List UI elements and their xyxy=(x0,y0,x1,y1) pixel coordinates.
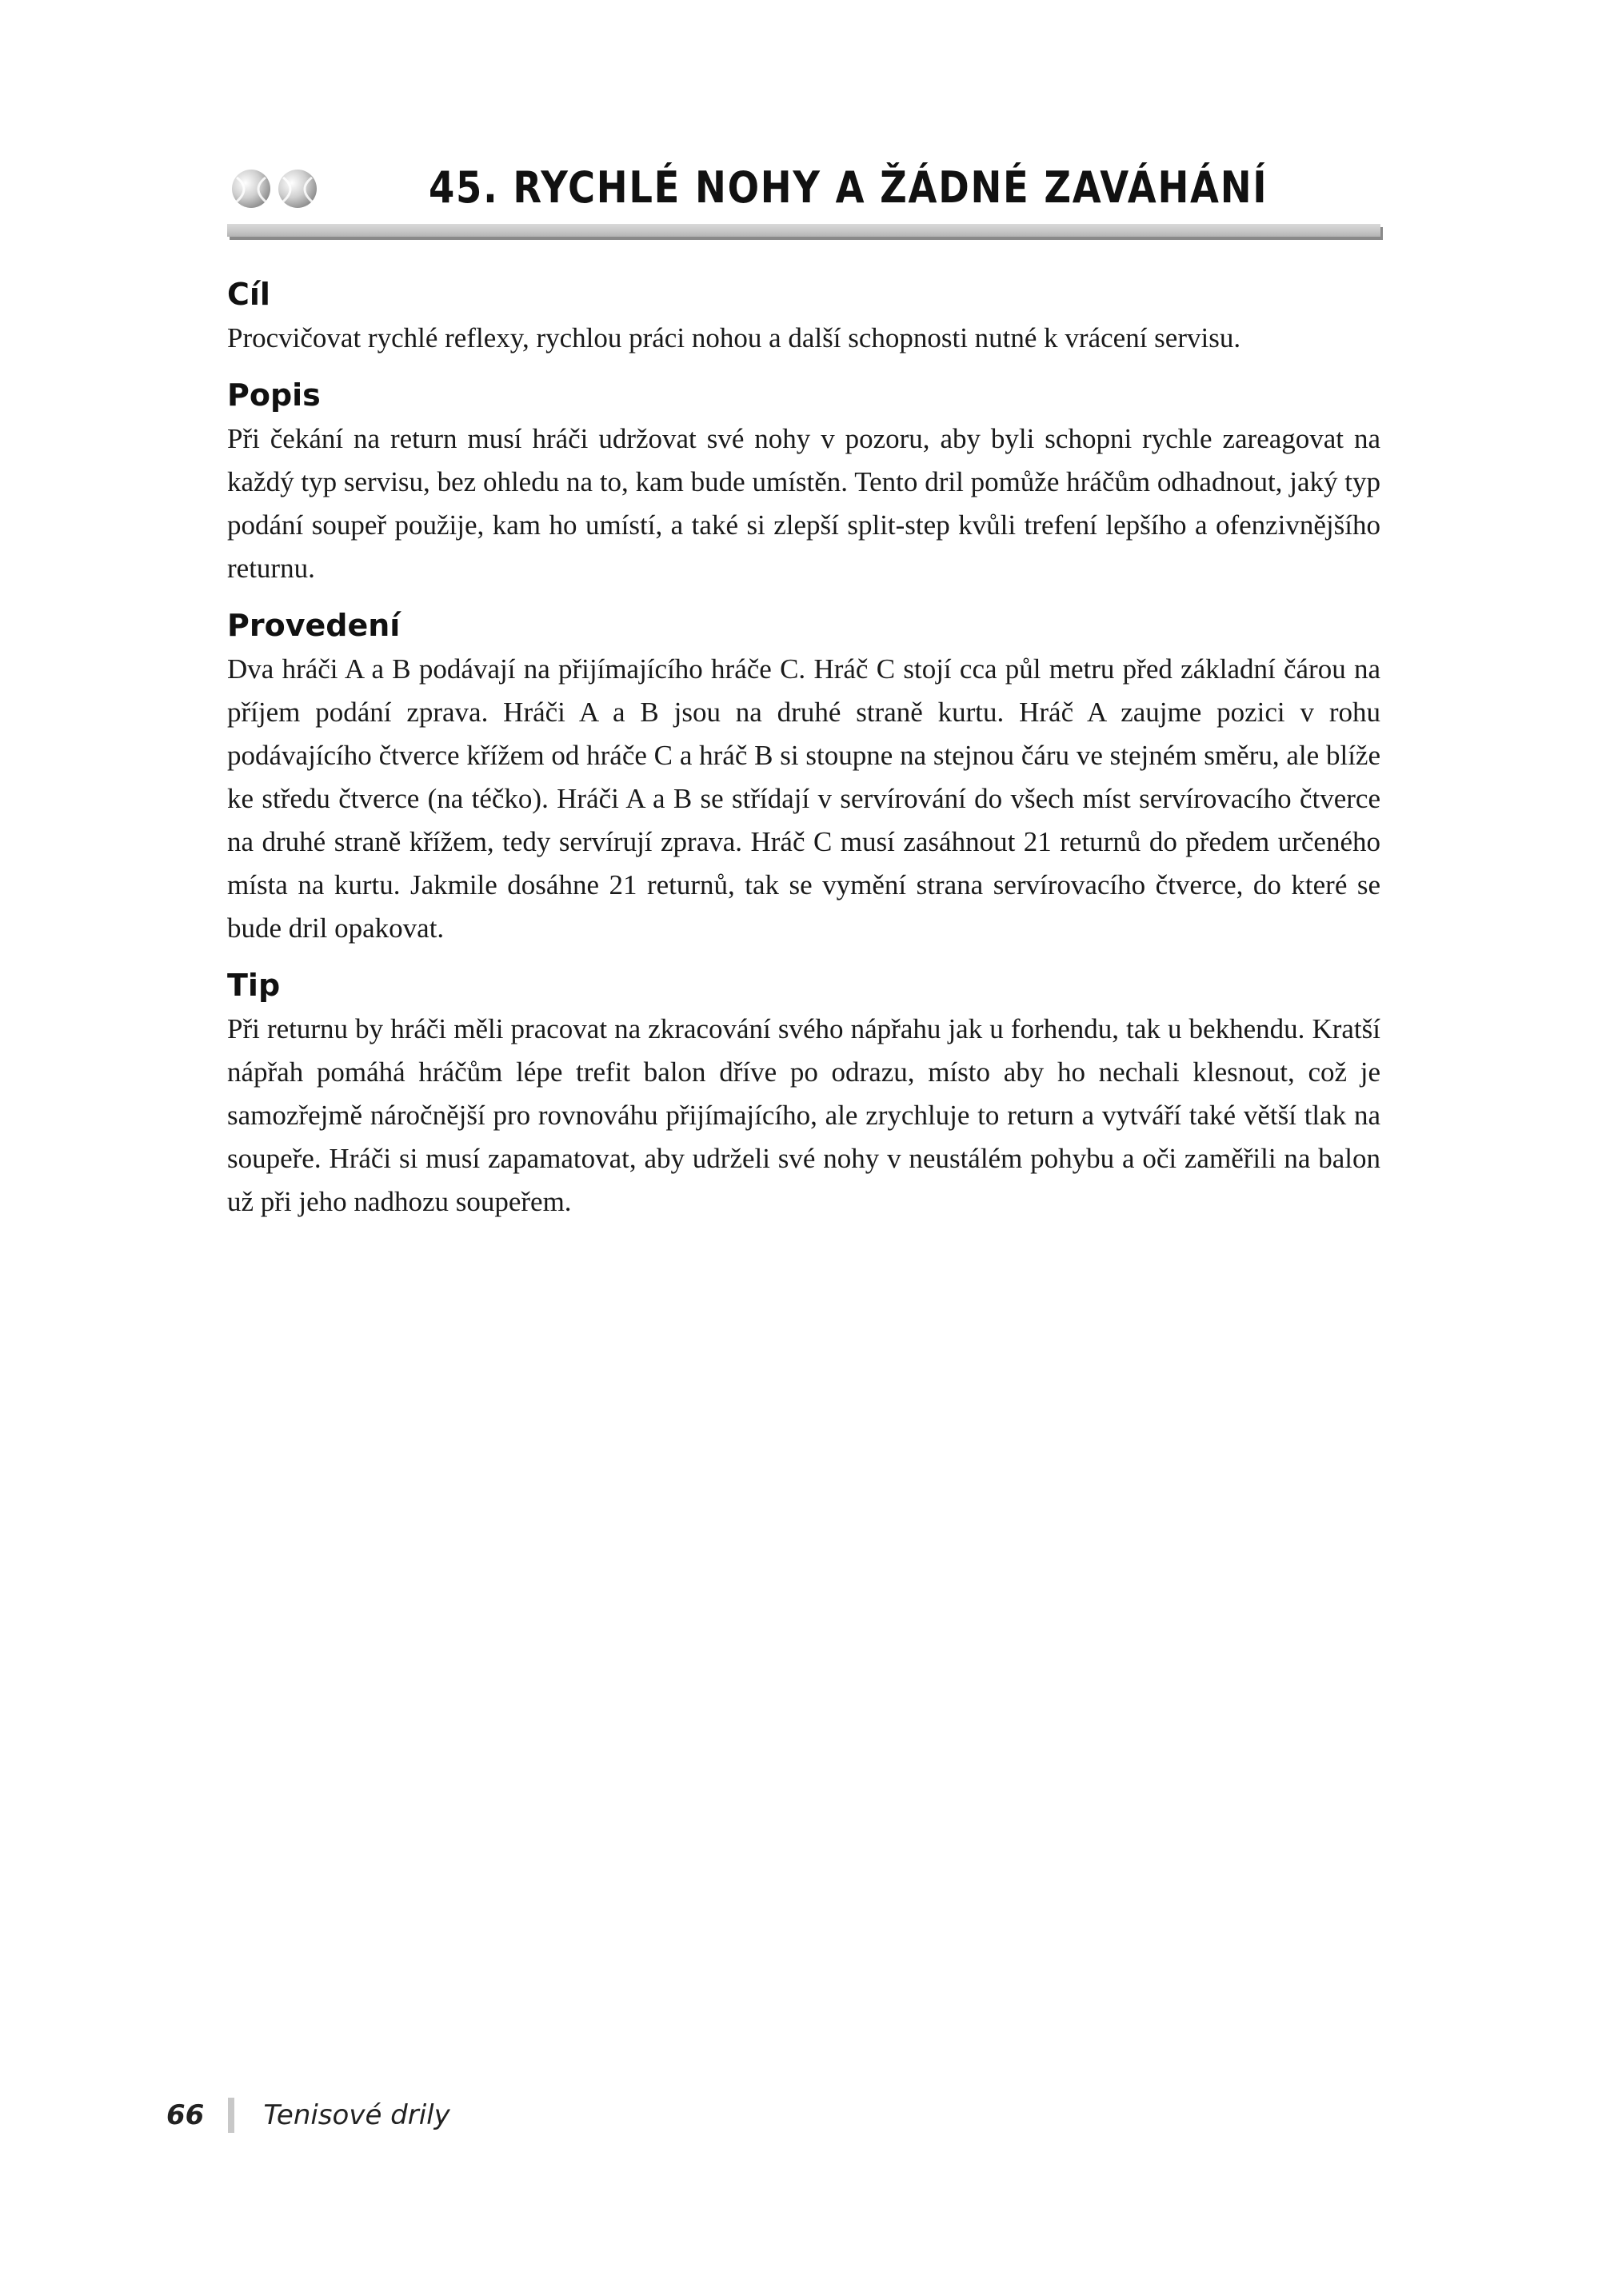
title-underline xyxy=(227,224,1380,237)
section-tip xyxy=(227,963,1380,1224)
section-heading: Cíl xyxy=(227,277,270,312)
chapter-header xyxy=(227,152,1380,248)
section-heading: Tip xyxy=(227,968,281,1003)
chapter-content xyxy=(227,272,1380,1236)
section-execution xyxy=(227,603,1380,950)
footer-divider xyxy=(228,2098,234,2133)
section-heading: Provedení xyxy=(227,608,401,643)
section-heading: Popis xyxy=(227,377,321,413)
page-footer xyxy=(166,2093,450,2138)
section-paragraph: Procvičovat rychlé reflexy, rychlou práci nohou a další schopnosti nutné k vrácení servisu. xyxy=(227,322,1241,353)
section-goal xyxy=(227,272,1380,360)
section-description xyxy=(227,373,1380,590)
section-paragraph: Při returnu by hráči měli pracovat na zkracování svého nápřahu jak u forhendu, tak u bekhendu. Kratší nápřah pomáhá hráčům lépe trefit balon dříve po odrazu, místo aby ho nechali klesnout, což je samozřejmě náročnější pro rovnováhu přijímajícího, ale zrychluje to return a vytváří také větší tlak na soupeře. Hráči si musí zapamatovat, aby udrželi své nohy v neustálém pohybu a oči zaměřili na balon už při jeho nadhozu soupeřem. xyxy=(227,1013,1380,1217)
chapter-title: 45. RYCHLÉ NOHY A ŽÁDNÉ ZAVÁHÁNÍ xyxy=(429,162,1268,213)
tennis-balls-icon xyxy=(227,166,323,211)
book-title: Tenisové drily xyxy=(263,2099,450,2131)
page-number: 66 xyxy=(166,2099,205,2131)
section-paragraph: Dva hráči A a B podávají na přijímajícího hráče C. Hráč C stojí cca půl metru před základní čárou na příjem podání zprava. Hráči A a B jsou na druhé straně kurtu. Hráč A zaujme pozici v rohu podávajícího čtverce křížem od hráče C a hráč B si stoupne na stejnou čáru ve stejném směru, ale blíže ke středu čtverce (na téčko). Hráči A a B se střídají v servírování do všech míst servírovacího čtverce na druhé straně křížem, tedy servírují zprava. Hráč C musí zasáhnout 21 returnů do předem určeného místa na kurtu. Jakmile dosáhne 21 returnů, tak se vymění strana servírovacího čtverce, do které se bude dril opakovat. xyxy=(227,653,1380,944)
section-paragraph: Při čekání na return musí hráči udržovat své nohy v pozoru, aby byli schopni rychle zareagovat na každý typ servisu, bez ohledu na to, kam bude umístěn. Tento dril pomůže hráčům odhadnout, jaký typ podání soupeř použije, kam ho umístí, a také si zlepší split-step kvůli trefení lepšího a ofenzivnějšího returnu. xyxy=(227,423,1380,584)
